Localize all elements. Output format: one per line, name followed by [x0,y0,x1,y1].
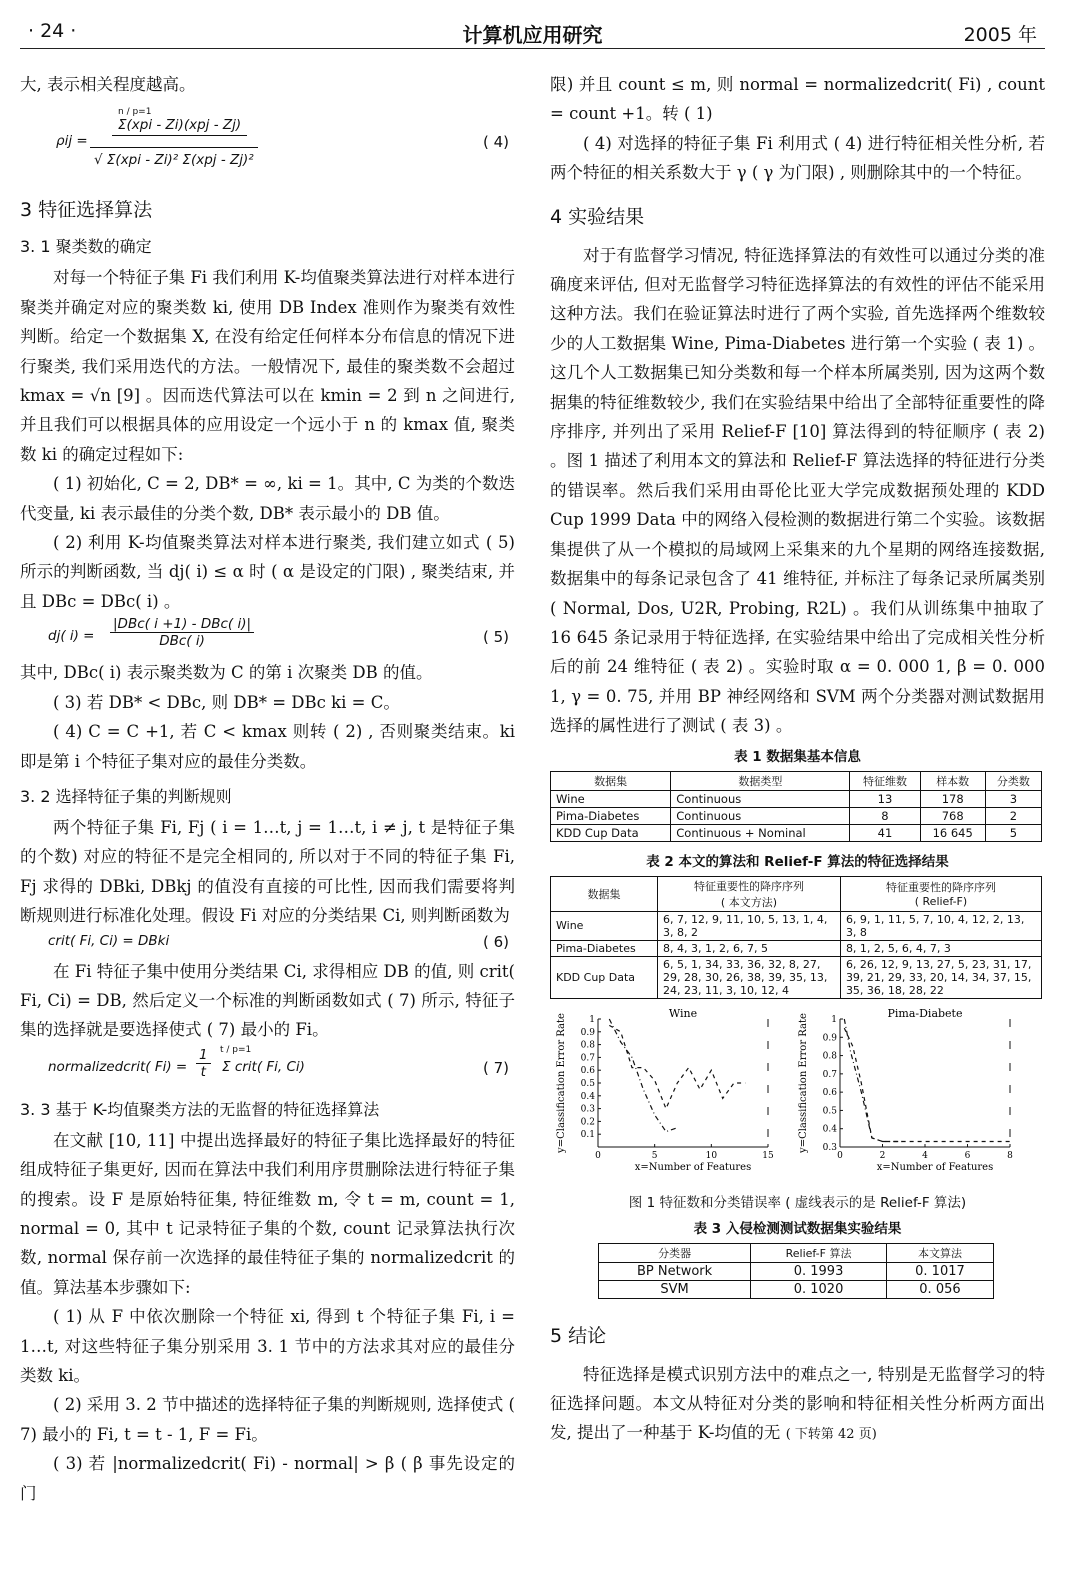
paragraph: ( 4) 对选择的特征子集 Fi 利用式 ( 4) 进行特征相关性分析, 若两个特征的相关系数大于 γ ( γ 为门限) , 则删除其中的一个特征。 [550,133,1045,183]
table-cell: BP Network [599,1262,751,1280]
table-header: 数据集 [551,876,658,911]
series-line [609,1019,677,1132]
y-tick-label: 0.4 [822,1124,837,1135]
paragraph: 对于有监督学习情况, 特征选择算法的有效性可以通过分类的准确度来评估, 但对无监督学习特征选择算法的有效性的评估不能采用这种方法。我们在验证算法时进行了两个实验, 首先选择两个维数较少的人工数据集 Wine, Pima-Diabetes 进行第一个实验 ( 表 1) 。这几个人工数据集已知分类数和每一个样本所属类别, 因为这两个数据集的特征维数较少, 我们在实验结果中给出了全部特征重要性的降序排序, 并列出了采用 Relief-F [10] 算法得到的特征顺序 ( 表 2) 。图 1 描述了利用本文的算法和 Relief-F 算法选择的特征进行分类的错误率。然后我们采用由哥伦比亚大学完成数据预处理的 KDD Cup 1999 Data 中的网络入侵检测的数据进行第二个实验。该数据集提供了从一个模拟的局域网上采集来的九个星期的网络连接数据, 数据集中的每条记录包含了 41 维特征, 并标注了每条记录所属类别 ( Normal, Dos, U2R, Probing, R2L) 。我们从训练集中抽取了 16 645 条记录用于特征选择, 在实验结果中给出了完成相关性分析后的前 24 维特征 ( 表 2) 。实验时取 α = 0. 000 1, β = 0. 000 1, γ = 0. 75, 并用 BP 神经网络和 SVM 两个分类器对测试数据用选择的属性进行了测试 ( 表 3) 。 [550,245,1045,736]
eq7-lhs: normalizedcrit( Fi) = [48,1058,188,1075]
table-cell: SVM [599,1280,751,1298]
section-3-1-heading: 3. 1 聚类数的确定 [20,237,152,257]
table-header: 分类数 [985,771,1041,790]
x-tick-label: 8 [1007,1150,1013,1161]
paragraph: 其中, DBc( i) 表示聚类数为 C 的第 i 次聚类 DB 的值。 [20,663,433,683]
eq4-denominator: √ Σ(xpi - Zi)² Σ(xpj - Zj)² [90,147,258,168]
section-5-heading: 5 结论 [550,1324,607,1347]
x-tick-label: 0 [837,1150,843,1161]
table-cell: Wine [551,790,671,807]
paragraph: ( 3) 若 DB* < DBc, 则 DB* = DBc ki = C。 [53,692,400,712]
x-axis-label: x=Number of Features [876,1161,994,1173]
eq5-denominator: DBc( i) [159,633,205,650]
paragraph: ( 3) 若 |normalizedcrit( Fi) - normal| > β ( β 事先设定的门 [20,1454,515,1503]
paragraph [550,1360,1045,1450]
table-row [599,1280,994,1298]
table-cell: 6, 26, 12, 9, 13, 27, 5, 23, 31, 17, 39, 21, 29, 33, 20, 14, 34, 37, 15, 35, 36, 18, 28, 22 [840,956,1041,998]
table-cell: Pima-Diabetes [551,807,671,824]
eq7-rhs: Σ crit( Fi, Ci) [222,1058,305,1075]
figure-1 [550,1007,1045,1187]
table-cell: 6, 9, 1, 11, 5, 7, 10, 4, 12, 2, 13, 3, 8 [840,911,1041,940]
y-tick-label: 0.3 [822,1142,837,1153]
y-tick-label: 1 [589,1014,595,1025]
table-cell: Pima-Diabetes [551,940,658,956]
y-tick-label: 1 [831,1014,837,1025]
eq6-number: ( 6) [482,932,509,951]
eq5-number: ( 5) [482,628,509,647]
y-tick-label: 0.5 [580,1078,595,1089]
table-cell: 6, 7, 12, 9, 11, 10, 5, 13, 1, 4, 3, 8, 2 [658,911,841,940]
table-cell: 8 [850,807,920,824]
table-header [658,876,841,911]
table-header: 数据集 [551,771,671,790]
table-cell: 0. 1017 [886,1262,993,1280]
page-header [20,14,1045,49]
y-tick-label: 0.1 [580,1129,595,1140]
table-row [551,790,1042,807]
table-cell: 16 645 [920,824,985,841]
y-tick-label: 0.8 [822,1051,837,1062]
eq4-number: ( 4) [482,133,509,152]
table-row [551,956,1042,998]
series-line [609,1025,745,1108]
table-3-caption: 表 3 入侵检测测试数据集实验结果 [693,1220,902,1237]
y-tick-label: 0.7 [580,1052,595,1063]
table-2 [550,876,1042,999]
table-header [840,876,1041,911]
table-cell: KDD Cup Data [551,956,658,998]
y-tick-label: 0.6 [580,1065,595,1076]
figure-1-svg [550,1007,1042,1187]
y-tick-label: 0.3 [580,1104,595,1115]
table-cell: 13 [850,790,920,807]
table-header: Relief-F 算法 [751,1243,887,1262]
continued-note: ( 下转第 42 页) [785,1427,877,1443]
table-header-line: ( 本文方法) [720,895,778,909]
eq7-denominator: t [200,1063,206,1080]
y-tick-label: 0.5 [822,1105,837,1116]
table-header: 本文算法 [886,1243,993,1262]
x-tick-label: 5 [651,1150,658,1161]
paragraph: ( 2) 利用 K-均值聚类算法对样本进行聚类, 我们建立如式 ( 5) 所示的判断函数, 当 dj( i) ≤ α 时 ( α 是设定的门限) , 聚类结束, 并且 DBc = DBc( i) 。 [20,533,515,611]
table-header-line: 特征重要性的降序序列 [885,881,996,895]
figure-1-caption: 图 1 特征数和分类错误率 ( 虚线表示的是 Relief-F 算法) [628,1194,967,1211]
table-cell: 0. 056 [886,1280,993,1298]
series-line [844,1019,904,1142]
table-row [551,911,1042,940]
table-cell: 8, 4, 3, 1, 2, 6, 7, 5 [658,940,841,956]
chart-title: Wine [668,1006,698,1020]
equation-5 [20,616,515,658]
paragraph-text: 特征选择是模式识别方法中的难点之一, 特别是无监督学习的特征选择问题。本文从特征对分类的影响和特征相关性分析两方面出发, 提出了一种基于 K-均值的无 [550,1364,1045,1443]
table-cell: 178 [920,790,985,807]
series-line [844,1028,1010,1141]
x-tick-label: 2 [879,1150,886,1161]
table-cell: 768 [920,807,985,824]
eq5-lhs: dj( i) = [48,628,95,645]
table-row [599,1262,994,1280]
eq4-num-limits: n / p=1 [118,107,152,118]
equation-4 [20,103,515,181]
table-header: 数据类型 [671,771,850,790]
section-3-2-heading: 3. 2 选择特征子集的判断规则 [20,786,232,806]
left-column [20,70,515,1570]
y-axis-label: y=Classification Error Rate [798,1012,809,1153]
eq7-numerator: 1 [196,1047,211,1064]
section-3-3-heading: 3. 3 基于 K-均值聚类方法的无监督的特征选择算法 [20,1099,380,1119]
table-cell: 8, 1, 2, 5, 6, 4, 7, 3 [840,940,1041,956]
eq6-text: crit( Fi, Ci) = DBki [48,932,170,949]
table-cell: 41 [850,824,920,841]
paragraph: 限) 并且 count ≤ m, 则 normal = normalizedcrit( Fi) , count = count +1。转 ( 1) [550,75,1045,124]
paragraph: ( 4) C = C +1, 若 C < kmax 则转 ( 2) , 否则聚类结束。ki 即是第 i 个特征子集对应的最佳分类数。 [20,722,515,771]
right-column [550,70,1045,1570]
y-tick-label: 0.8 [580,1040,595,1051]
page-number: · 24 · [28,20,77,42]
table-header: 分类器 [599,1243,751,1262]
table-cell: Wine [551,911,658,940]
table-row [551,940,1042,956]
eq4-lhs: ρij = [56,133,88,150]
table-cell: 0. 1993 [751,1262,887,1280]
y-axis-label: y=Classification Error Rate [556,1012,567,1153]
table-cell: 3 [985,790,1041,807]
table-row [551,824,1042,841]
table-3 [598,1243,994,1299]
table-header: 特征维数 [850,771,920,790]
paragraph: ( 1) 初始化, C = 2, DB* = ∞, ki = 1。其中, C 为类的个数迭代变量, ki 表示最佳的分类个数, DB* 表示最小的 DB 值。 [20,474,515,523]
section-3-heading: 3 特征选择算法 [20,199,153,222]
table-cell: 6, 5, 1, 34, 33, 36, 32, 8, 27, 29, 28, 30, 26, 38, 39, 35, 13, 24, 23, 11, 3, 10, 12, 4 [658,956,841,998]
paragraph: 大, 表示相关程度越高。 [20,75,196,94]
eq5-numerator: |DBc( i +1) - DBc( i)| [110,616,254,633]
eq7-limits: t / p=1 [220,1044,252,1055]
y-tick-label: 0.2 [580,1116,595,1127]
table-2-caption: 表 2 本文的算法和 Relief-F 算法的特征选择结果 [646,853,949,870]
y-tick-label: 0.6 [822,1087,837,1098]
table-header-line: 特征重要性的降序序列 [693,879,804,893]
paragraph: ( 2) 采用 3. 2 节中描述的选择特征子集的判断规则, 选择使式 ( 7) 最小的 Fi, t = t - 1, F = Fi。 [20,1395,515,1444]
paragraph: 对每一个特征子集 Fi 我们利用 K-均值聚类算法进行对样本进行聚类并确定对应的聚类数 ki, 使用 DB Index 准则作为聚类有效性判断。给定一个数据集 X, 在没有给定任何样本分布信息的情况下进行聚类, 我们采用迭代的方法。一般情况下, 最佳的聚类数不会超过 kmax = √n [9] 。因而迭代算法可以在 kmin = 2 到 n 之间进行, 并且我们可以根据具体的应用设定一个远小于 n 的 kmax 值, 聚类数 ki 的确定过程如下: [20,268,515,464]
eq4-numerator: Σ(xpi - Zi)(xpj - Zj) [112,117,247,136]
x-axis-label: x=Number of Features [634,1161,752,1173]
equation-6 [20,931,515,957]
section-4-heading: 4 实验结果 [550,205,645,228]
table-cell: 2 [985,807,1041,824]
journal-year: 2005 年 [963,24,1037,46]
x-tick-label: 15 [762,1150,774,1161]
paragraph: 两个特征子集 Fi, Fj ( i = 1…t, j = 1…t, i ≠ j, t 是特征子集的个数) 对应的特征不是完全相同的, 所以对于不同的特征子集 Fi, Fj 求得的 DBki, DBkj 的值没有直接的可比性, 因而我们需要将判断规则进行标准化处理。假设 Fi 对应的分类结果 Ci, 则判断函数为 [20,817,515,926]
eq7-number: ( 7) [482,1058,509,1077]
table-header-line: ( Relief-F) [914,895,968,909]
paragraph: 在 Fi 特征子集中使用分类结果 Ci, 求得相应 DB 的值, 则 crit( Fi, Ci) = DB, 然后定义一个标准的判断函数如式 ( 7) 所示, 特征子集的选择就是要选择使式 ( 7) 最小的 Fi。 [20,961,515,1040]
table-cell: Continuous [671,807,850,824]
chart-title: Pima-Diabete [887,1006,963,1020]
journal-title: 计算机应用研究 [462,23,603,47]
paragraph: ( 1) 从 F 中依次删除一个特征 xi, 得到 t 个特征子集 Fi, i = 1…t, 对这些特征子集分别采用 3. 1 节中的方法求其对应的最佳分类数 ki。 [20,1307,515,1385]
x-tick-label: 0 [595,1150,601,1161]
table-cell: Continuous [671,790,850,807]
table-1-caption: 表 1 数据集基本信息 [734,748,861,765]
y-tick-label: 0.9 [822,1032,837,1043]
table-row [551,807,1042,824]
table-cell: 5 [985,824,1041,841]
paragraph: 在文献 [10, 11] 中提出选择最好的特征子集比选择最好的特征组成特征子集更好, 因而在算法中我们利用序贯删除法进行特征子集的搜索。设 F 是原始特征集, 特征维数 m, 令 t = m, count = 1, normal = 0, 其中 t 记录特征子集的个数, count 记录算法执行次数, normal 保存前一次选择的最佳特征子集的 normalizedcrit 的值。算法基本步骤如下: [20,1130,515,1297]
table-cell: KDD Cup Data [551,824,671,841]
table-header: 样本数 [920,771,985,790]
y-tick-label: 0.7 [822,1069,837,1080]
y-tick-label: 0.4 [580,1091,595,1102]
equation-7 [20,1045,515,1089]
x-tick-label: 4 [922,1150,928,1161]
y-tick-label: 0.9 [580,1027,595,1038]
table-1 [550,771,1042,842]
table-cell: Continuous + Nominal [671,824,850,841]
x-tick-label: 6 [964,1150,971,1161]
table-cell: 0. 1020 [751,1280,887,1298]
x-tick-label: 10 [705,1150,718,1161]
